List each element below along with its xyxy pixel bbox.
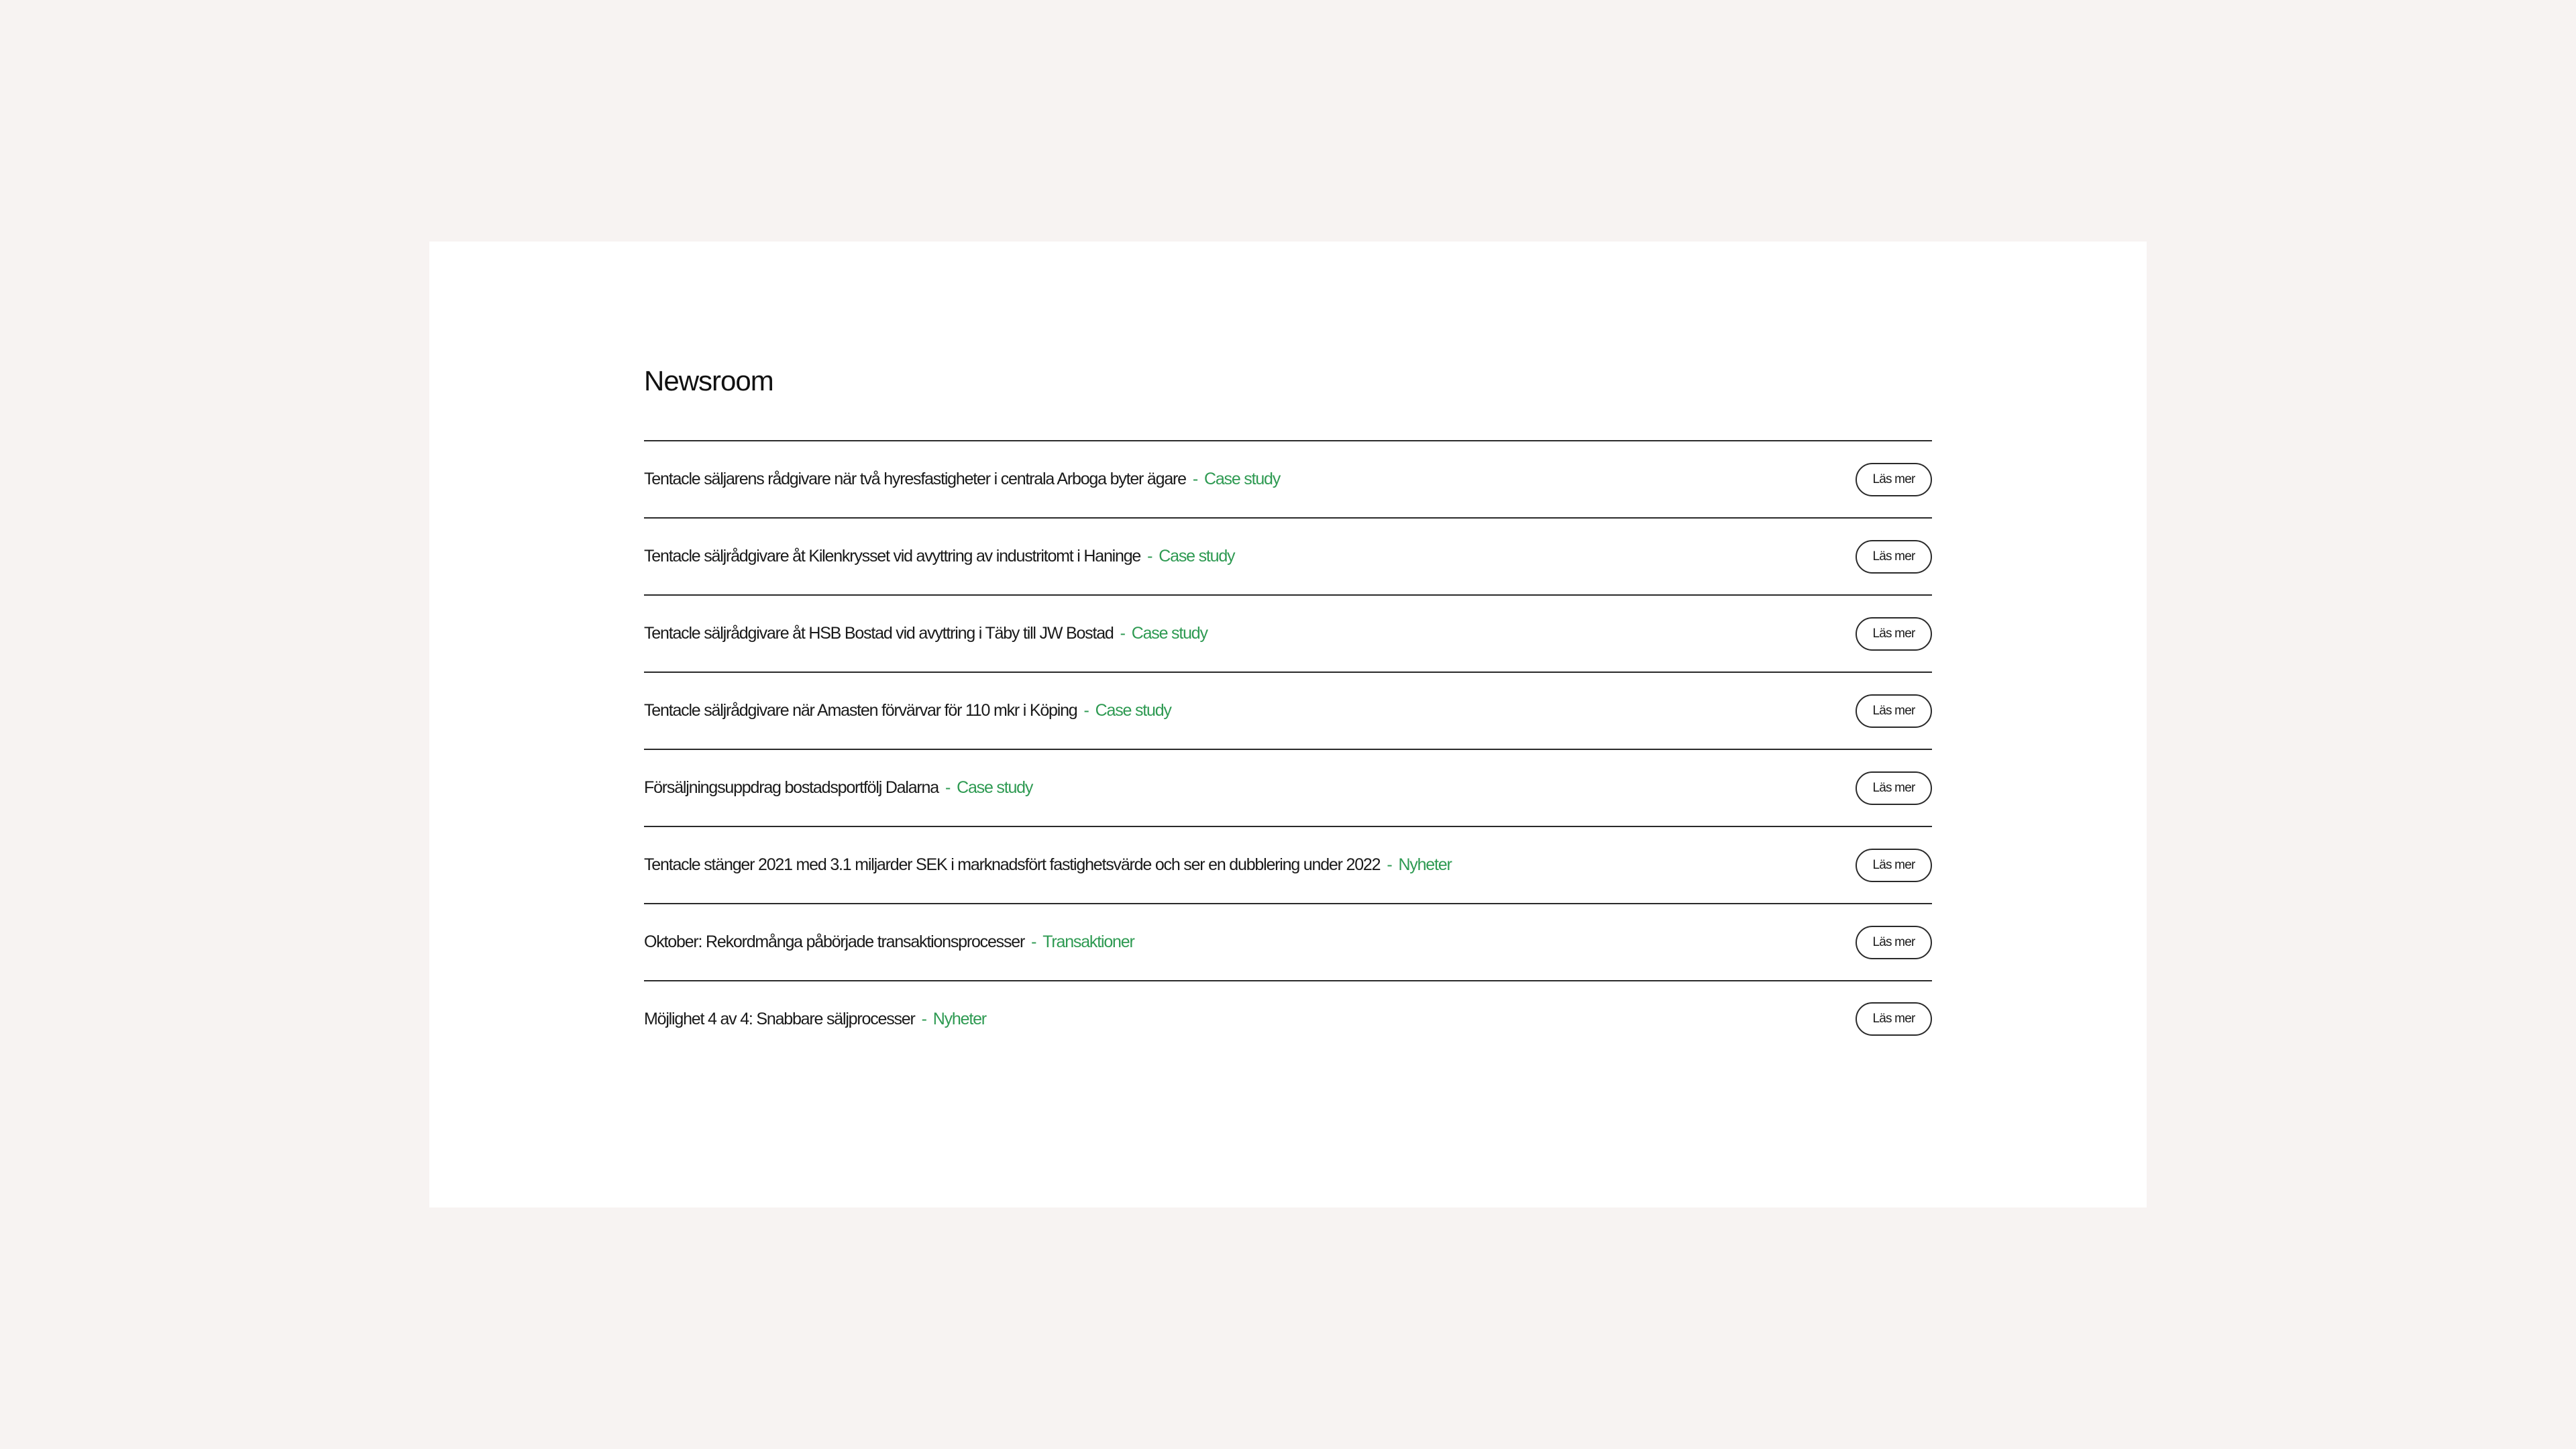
news-category[interactable]: Nyheter (1398, 855, 1452, 874)
news-headline[interactable]: Tentacle säljrådgivare åt HSB Bostad vid avyttring i Täby till JW Bostad (644, 624, 1114, 643)
news-item-1[interactable] (644, 440, 1932, 517)
news-separator: - (1083, 701, 1089, 720)
news-headline[interactable]: Tentacle säljarens rådgivare när två hyresfastigheter i centrala Arboga byter ägare (644, 470, 1186, 488)
news-headline[interactable]: Oktober: Rekordmånga påbörjade transaktionsprocesser (644, 932, 1025, 951)
news-item-text[interactable] (644, 470, 1280, 489)
news-headline[interactable]: Tentacle säljrådgivare när Amasten förvärvar för 110 mkr i Köping (644, 701, 1077, 720)
news-item-text[interactable] (644, 624, 1208, 643)
news-item-text[interactable] (644, 778, 1032, 798)
news-item-8[interactable] (644, 980, 1932, 1057)
newsroom-section (644, 362, 1932, 1057)
news-item-text[interactable] (644, 1010, 986, 1029)
news-headline[interactable]: Tentacle stänger 2021 med 3.1 miljarder SEK i marknadsfört fastighetsvärde och ser en dubblering under 2022 (644, 855, 1381, 874)
news-separator: - (945, 778, 951, 797)
news-separator: - (1387, 855, 1392, 874)
read-more-button[interactable]: Läs mer (1856, 849, 1932, 882)
news-item-5[interactable] (644, 749, 1932, 826)
news-item-text[interactable] (644, 932, 1134, 952)
news-category[interactable]: Nyheter (932, 1009, 986, 1028)
page-title: Newsroom (644, 365, 773, 396)
news-headline[interactable]: Tentacle säljrådgivare åt Kilenkrysset vid avyttring av industritomt i Haninge (644, 547, 1141, 566)
news-item-4[interactable] (644, 672, 1932, 749)
news-item-text[interactable] (644, 701, 1171, 720)
read-more-button[interactable]: Läs mer (1856, 926, 1932, 959)
news-category[interactable]: Case study (1131, 624, 1208, 643)
read-more-button[interactable]: Läs mer (1856, 617, 1932, 651)
news-item-text[interactable] (644, 547, 1234, 566)
read-more-button[interactable]: Läs mer (1856, 771, 1932, 805)
news-separator: - (1031, 932, 1036, 951)
read-more-button[interactable]: Läs mer (1856, 463, 1932, 496)
news-separator: - (1192, 470, 1197, 488)
news-separator: - (921, 1009, 926, 1028)
news-item-text[interactable] (644, 855, 1452, 875)
news-category[interactable]: Case study (1204, 470, 1281, 488)
news-item-2[interactable] (644, 517, 1932, 594)
news-headline[interactable]: Försäljningsuppdrag bostadsportfölj Dalarna (644, 778, 938, 797)
news-category[interactable]: Case study (1095, 701, 1171, 720)
news-item-3[interactable] (644, 594, 1932, 672)
news-item-6[interactable] (644, 826, 1932, 903)
news-item-7[interactable] (644, 903, 1932, 980)
news-list (644, 440, 1932, 1057)
news-separator: - (1120, 624, 1125, 643)
newsroom-card (429, 241, 2147, 1208)
read-more-button[interactable]: Läs mer (1856, 1002, 1932, 1036)
read-more-button[interactable]: Läs mer (1856, 540, 1932, 574)
news-headline[interactable]: Möjlighet 4 av 4: Snabbare säljprocesser (644, 1009, 915, 1028)
news-category[interactable]: Case study (957, 778, 1033, 797)
news-category[interactable]: Case study (1159, 547, 1235, 566)
news-separator: - (1147, 547, 1152, 566)
news-category[interactable]: Transaktioner (1042, 932, 1134, 951)
read-more-button[interactable]: Läs mer (1856, 694, 1932, 728)
